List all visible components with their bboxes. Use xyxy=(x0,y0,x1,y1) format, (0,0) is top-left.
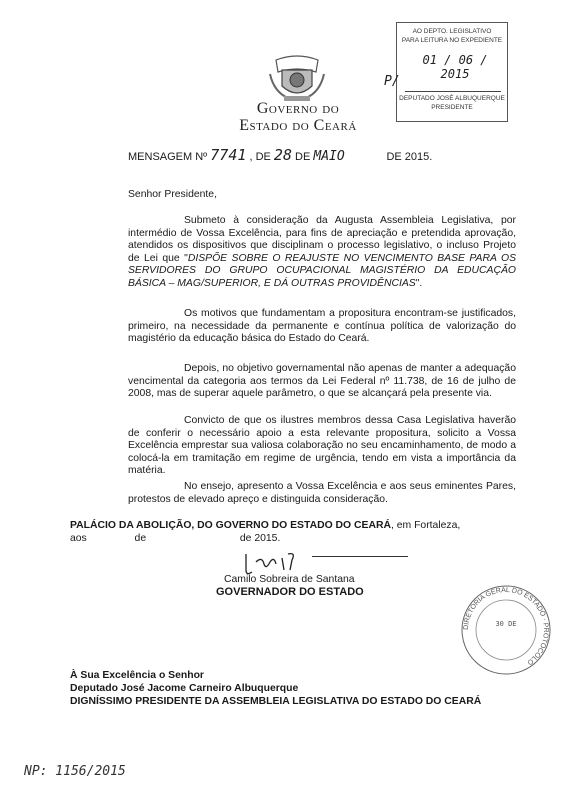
message-header xyxy=(128,146,432,164)
stamp-line4: PRESIDENTE xyxy=(431,104,473,111)
signature-line xyxy=(312,556,408,558)
body-paragraph-2 xyxy=(128,308,516,346)
round-stamp-text: DIRETORIA GERAL DO ESTADO · PROTOCOLO xyxy=(462,586,550,666)
government-title xyxy=(218,100,378,134)
paragraph-1-text: Submeto à consideração da Augusta Assembleia Legislativa, por intermédio de Vossa Excelência, para fins de apreciação e pretendida aprovação, atendidos os dispositivos que disciplinam o processo legislativo, o incluso Projeto de Lei que " xyxy=(128,215,516,264)
addressee-line3: DIGNÍSSIMO PRESIDENTE DA ASSEMBLEIA LEGISLATIVA DO ESTADO DO CEARÁ xyxy=(70,695,482,707)
paragraph-1-bill-title: DISPÕE SOBRE O REAJUSTE NO VENCIMENTO BASE PARA OS SERVIDORES DO GRUPO OCUPACIONAL MAGISTÉRIO DA EDUCAÇÃO BÁSICA – MAG/SUPERIOR, E DÁ OUTRAS PROVIDÊNCIAS xyxy=(128,252,517,289)
body-paragraph-1 xyxy=(128,215,516,291)
addressee-line2: Deputado José Jacome Carneiro Albuquerque xyxy=(70,682,299,694)
stamp-line1: AO DEPTO. LEGISLATIVO xyxy=(412,28,492,35)
government-title-line1: Governo do xyxy=(256,100,340,117)
addressee-block xyxy=(70,670,518,708)
message-de: , DE xyxy=(249,151,271,163)
message-label: MENSAGEM Nº xyxy=(128,151,208,163)
closing-de: de xyxy=(134,533,147,544)
palace-name: PALÁCIO DA ABOLIÇÃO, DO GOVERNO DO ESTADO DO CEARÁ xyxy=(70,520,391,531)
government-title-line2: Estado do Ceará xyxy=(239,117,357,134)
paragraph-4-text: Convicto de que os ilustres membros dessa Casa Legislativa haverão de conferir o necessário apoio a esta relevante propositura, solicito a Vossa Excelência emprestar sua valiosa colaboração no seu encaminhamento, de modo a colocá-la em tramitação em regime de urgência, tendo em vista a importância da matéria. xyxy=(128,415,516,477)
message-day: 28 xyxy=(273,146,292,164)
closing-city: , em Fortaleza, xyxy=(390,520,461,531)
message-year: DE 2015. xyxy=(386,151,433,163)
ceara-coat-of-arms-icon xyxy=(266,52,328,104)
receipt-stamp xyxy=(396,22,508,122)
round-stamp-center: 30 DE xyxy=(495,620,517,628)
greeting: Senhor Presidente, xyxy=(128,189,217,200)
message-de2: DE xyxy=(295,151,311,163)
paragraph-3-text: Depois, no objetivo governamental não apenas de manter a adequação vencimental da categoria aos termos da Lei Federal nº 11.738, de 16 de julho de 2008, mas de superar aquele parâmetro, o que se alcançará pela presente via. xyxy=(128,363,516,400)
stamp-line2: PARA LEITURA NO EXPEDIENTE xyxy=(401,37,503,44)
body-paragraph-3 xyxy=(128,363,516,401)
protocol-round-stamp xyxy=(456,582,556,678)
message-number: 7741 xyxy=(210,146,247,164)
addressee-line1: À Sua Excelência o Senhor xyxy=(70,670,204,681)
closing-year: de 2015. xyxy=(239,533,281,544)
body-paragraph-5 xyxy=(128,481,516,506)
paragraph-2-text: Os motivos que fundamentam a propositura encontram-se justificados, primeiro, na necessidade da permanente e contínua política de valorização do magistério da educação básica do Estado do Ceará. xyxy=(128,308,516,345)
body-paragraph-4 xyxy=(128,415,516,478)
closing-place xyxy=(70,519,516,545)
paragraph-1-end: ". xyxy=(415,277,423,289)
message-month: MAIO xyxy=(313,149,345,164)
stamp-line3: DEPUTADO JOSÉ ALBUQUERQUE xyxy=(399,95,505,102)
stamp-divider xyxy=(405,91,501,92)
stamp-date: 01 / 06 / 2015 xyxy=(422,53,488,81)
paragraph-5-text: No ensejo, apresento a Vossa Excelência e aos seus eminentes Pares, protestos de elevado apreço e distinguida consideração. xyxy=(128,481,516,505)
stamp-mark: P/ xyxy=(384,74,400,89)
signer-title: GOVERNADOR DO ESTADO xyxy=(216,586,364,598)
signer-name: Camilo Sobreira de Santana xyxy=(224,574,355,585)
protocol-number-note: NP: 1156/2015 xyxy=(24,764,126,779)
closing-aos: aos xyxy=(70,533,87,544)
